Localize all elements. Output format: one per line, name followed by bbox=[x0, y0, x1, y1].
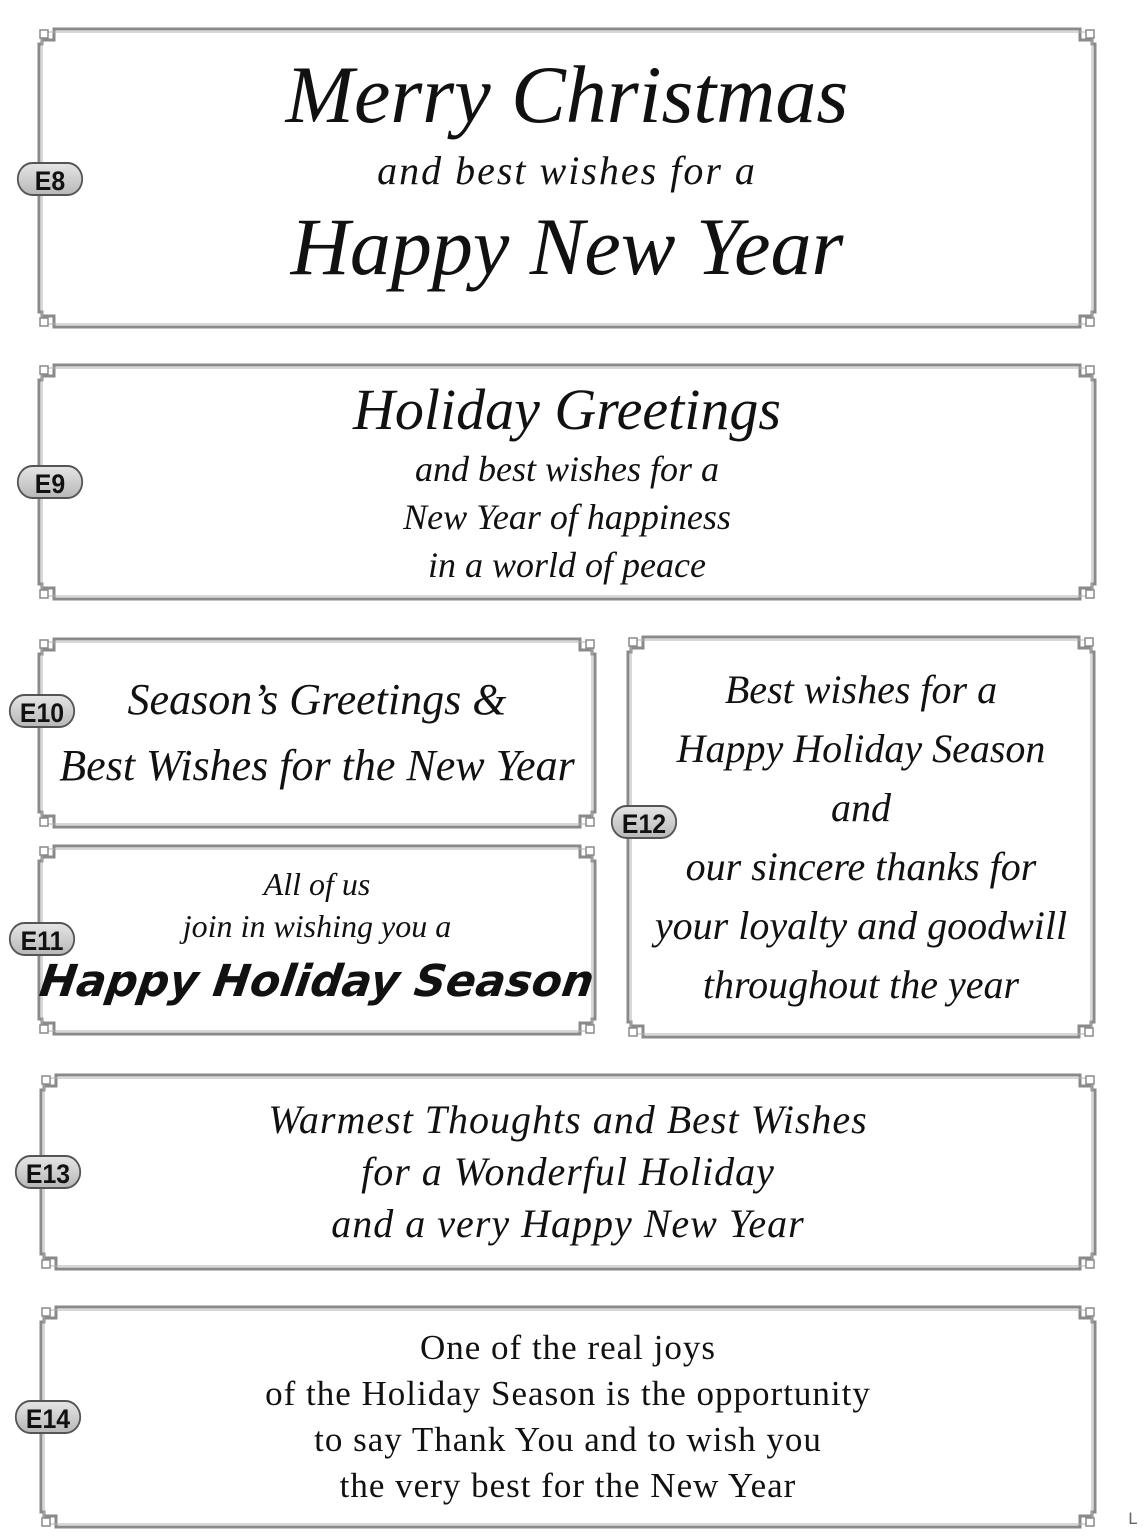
greeting-line: All of us bbox=[263, 866, 371, 902]
greeting-panel-e14 bbox=[40, 1306, 1096, 1528]
greeting-line: and a very Happy New Year bbox=[331, 1201, 805, 1246]
greeting-line: New Year of happiness bbox=[403, 497, 731, 537]
greeting-line: throughout the year bbox=[702, 962, 1020, 1007]
greeting-panel-e13 bbox=[40, 1074, 1096, 1270]
product-code-badge: E8 bbox=[17, 162, 83, 196]
greeting-line: and best wishes for a bbox=[377, 148, 757, 193]
greeting-panel-e11 bbox=[38, 845, 596, 1035]
greeting-line: Happy Holiday Season bbox=[36, 956, 598, 1007]
greeting-line: our sincere thanks for bbox=[685, 844, 1037, 889]
greeting-panel-e8 bbox=[38, 28, 1096, 328]
greeting-line: to say Thank You and to wish you bbox=[314, 1420, 822, 1459]
greeting-line: One of the real joys bbox=[419, 1328, 717, 1367]
product-code-badge: E11 bbox=[9, 922, 75, 956]
greeting-line: Happy New Year bbox=[290, 201, 844, 292]
greeting-line: Holiday Greetings bbox=[353, 377, 781, 442]
corner-mark: L bbox=[1128, 1509, 1137, 1528]
greeting-panel-e9 bbox=[38, 364, 1096, 600]
greeting-line: join in wishing you a bbox=[182, 908, 452, 944]
greeting-line: your loyalty and goodwill bbox=[654, 903, 1068, 948]
product-code-badge: E13 bbox=[15, 1155, 81, 1189]
greeting-line: Merry Christmas bbox=[285, 49, 849, 140]
greeting-line: Happy Holiday Season bbox=[676, 726, 1046, 771]
greeting-line: Warmest Thoughts and Best Wishes bbox=[268, 1097, 868, 1142]
product-code-badge: E9 bbox=[17, 465, 83, 499]
product-code-badge: E10 bbox=[9, 694, 75, 728]
product-code-badge: E14 bbox=[15, 1400, 81, 1434]
greeting-line: for a Wonderful Holiday bbox=[361, 1149, 775, 1194]
greeting-line: and bbox=[831, 785, 891, 830]
greeting-panel-e10 bbox=[38, 638, 596, 828]
greeting-line: and best wishes for a bbox=[414, 449, 719, 489]
greeting-line: the very best for the New Year bbox=[339, 1466, 797, 1505]
product-code-badge: E12 bbox=[611, 805, 677, 839]
greeting-line: Best Wishes for the New Year bbox=[59, 741, 575, 790]
greeting-line: Season’s Greetings & bbox=[127, 675, 507, 724]
greeting-panel-e12 bbox=[627, 636, 1095, 1038]
greeting-line: of the Holiday Season is the opportunity bbox=[265, 1374, 871, 1413]
greeting-line: Best wishes for a bbox=[724, 667, 998, 712]
greeting-line: in a world of peace bbox=[428, 545, 706, 585]
